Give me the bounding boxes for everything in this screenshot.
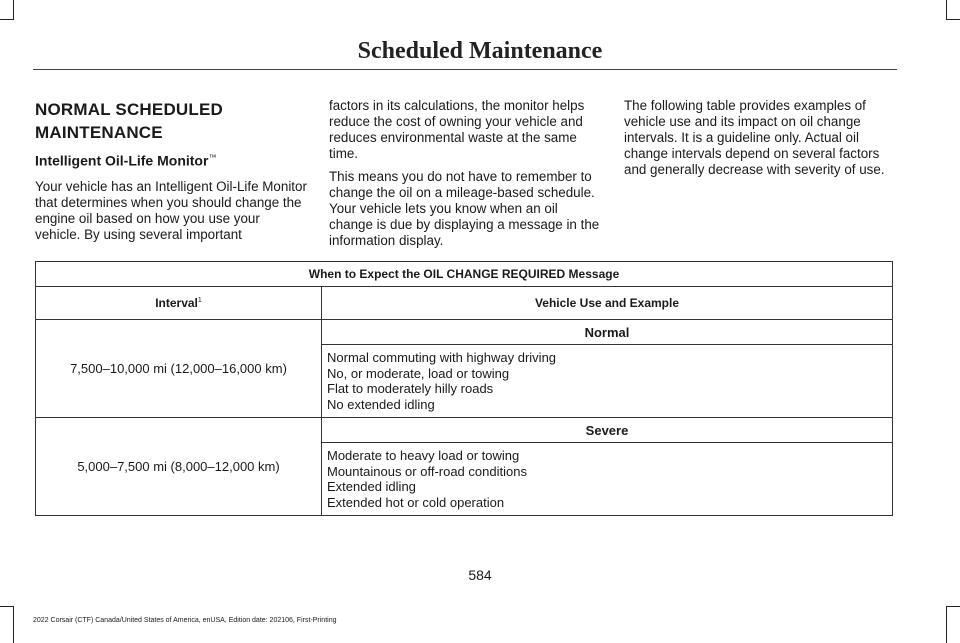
crop-mark-bottom-right-v — [946, 606, 947, 643]
text-column-3 — [624, 98, 896, 185]
use-item: Moderate to heavy load or towing — [327, 448, 520, 463]
paragraph: The following table provides examples of vehicle use and its impact on oil change intervals. It is a guideline only. Actual oil change intervals depend on several factors and generally decrease with severity of use. — [624, 98, 885, 177]
text-column-1 — [35, 98, 307, 250]
interval-cell-normal: 7,500–10,000 mi (12,000–16,000 km) — [36, 320, 322, 418]
use-item: No, or moderate, load or towing — [327, 365, 510, 381]
header-divider — [33, 69, 897, 70]
section-heading-line-1: NORMAL SCHEDULED — [35, 100, 224, 119]
paragraph: This means you do not have to remember to change the oil on a mileage-based schedule. Your vehicle lets you know when an oil change is due by displaying a message in the information display. — [329, 169, 600, 248]
paragraph: factors in its calculations, the monitor helps reduce the cost of owning your vehicle and reduces environmental waste at the same time. — [329, 98, 585, 161]
category-cell-normal: Normal — [322, 320, 893, 345]
crop-mark-bottom-left-h — [0, 606, 14, 607]
use-item: No extended idling — [327, 396, 435, 412]
section-heading — [35, 98, 307, 144]
column-header-vehicle-use: Vehicle Use and Example — [322, 287, 893, 320]
text-column-2 — [329, 98, 602, 256]
trademark-mark: ™ — [208, 153, 217, 162]
crop-mark-top-left-h — [0, 19, 14, 20]
use-item: Mountainous or off-road conditions — [327, 463, 527, 479]
subheading-text: Intelligent Oil-Life Monitor — [35, 152, 209, 169]
page-header-title: Scheduled Maintenance — [357, 38, 603, 64]
use-item: Normal commuting with highway driving — [327, 350, 557, 365]
use-item: Extended hot or cold operation — [327, 494, 505, 510]
crop-mark-top-left-v — [13, 0, 14, 19]
section-heading-line-2: MAINTENANCE — [35, 123, 163, 142]
oil-change-interval-table — [35, 261, 893, 516]
page-number: 584 — [468, 567, 492, 583]
uses-cell-severe — [322, 443, 893, 516]
footer-edition-info: 2022 Corsair (CTF) Canada/United States of America, enUSA, Edition date: 202106, First-Printing — [33, 617, 337, 624]
interval-cell-severe: 5,000–7,500 mi (8,000–12,000 km) — [36, 418, 322, 516]
subheading — [35, 150, 307, 169]
footnote-marker: 1 — [197, 297, 202, 304]
column-header-interval — [36, 287, 322, 320]
paragraph: Your vehicle has an Intelligent Oil-Life Monitor that determines when you should change the engine oil based on how you use your vehicle. By using several important — [35, 178, 307, 242]
uses-cell-normal — [322, 345, 893, 418]
crop-mark-top-right-v — [946, 0, 947, 19]
use-item: Extended idling — [327, 479, 416, 494]
crop-mark-bottom-right-h — [946, 606, 960, 607]
column-header-interval-text: Interval — [155, 296, 198, 310]
use-item: Flat to moderately hilly roads — [327, 381, 494, 396]
crop-mark-top-right-h — [946, 19, 960, 20]
category-cell-severe: Severe — [322, 418, 893, 443]
table-caption: When to Expect the OIL CHANGE REQUIRED Message — [36, 262, 893, 287]
crop-mark-bottom-left-v — [13, 606, 14, 643]
